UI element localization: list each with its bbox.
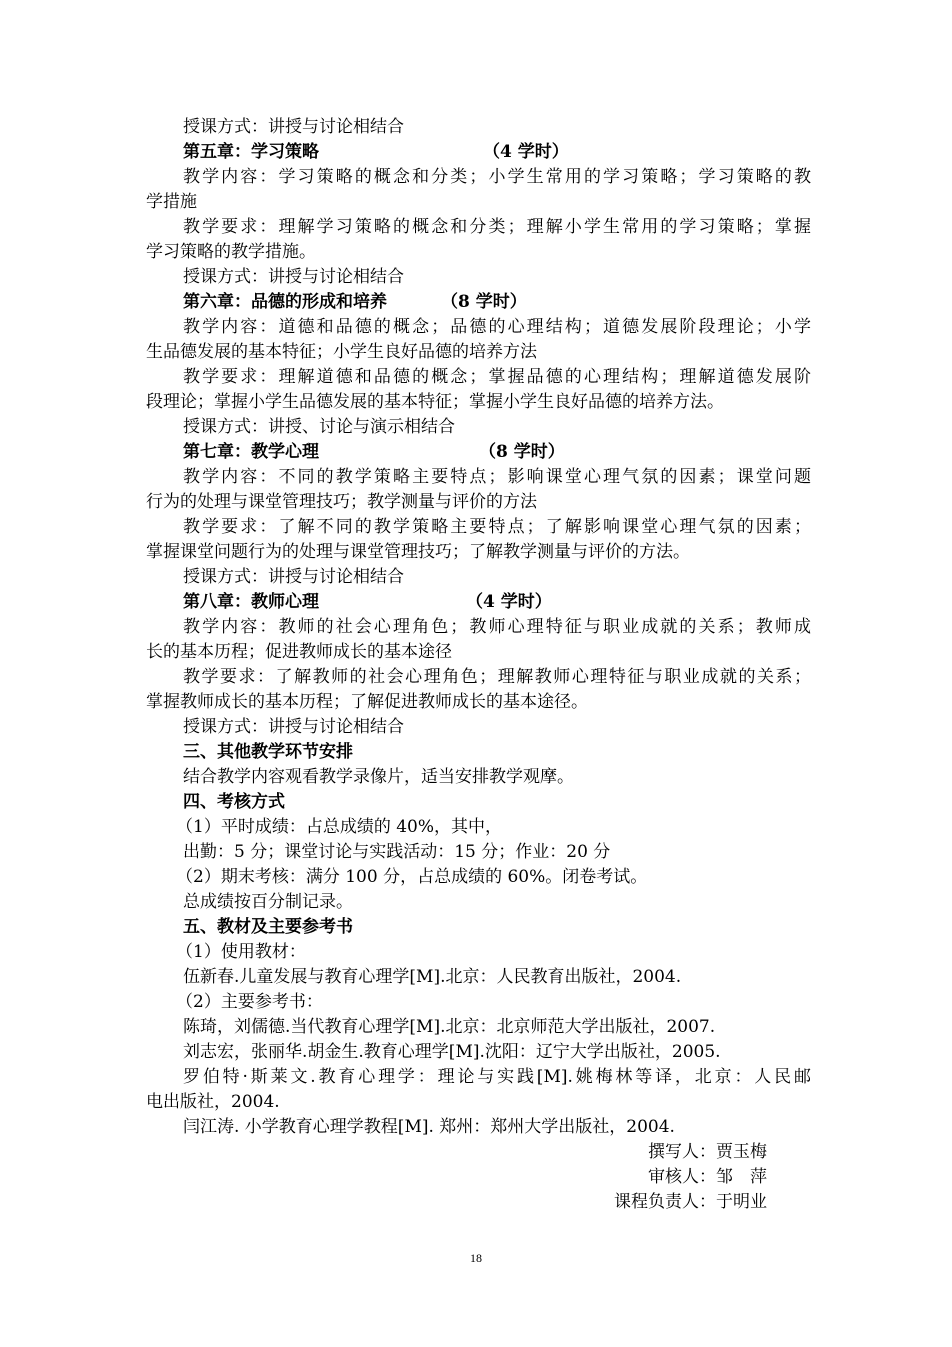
section-3-text: 结合教学内容观看教学录像片，适当安排教学观摩。 bbox=[183, 767, 574, 787]
teaching-requirement: 教学要求：理解学习策略的概念和分类；理解小学生常用的学习策略；掌握 bbox=[183, 217, 811, 237]
chapter-hours: （8 学时） bbox=[479, 442, 565, 462]
page-number: 18 bbox=[470, 1251, 482, 1265]
teaching-requirement: 教学要求：了解教师的社会心理角色；理解教师心理特征与职业成就的关系； bbox=[183, 667, 811, 687]
teaching-content: 教学内容：学习策略的概念和分类；小学生常用的学习策略；学习策略的教 bbox=[183, 167, 811, 187]
chapter-6-heading bbox=[146, 290, 811, 315]
signature-course-lead: 课程负责人：于明业 bbox=[614, 1192, 767, 1212]
teaching-method: 授课方式：讲授与讨论相结合 bbox=[183, 267, 404, 287]
section-4-heading: 四、考核方式 bbox=[183, 792, 285, 812]
section-3-heading: 三、其他教学环节安排 bbox=[183, 742, 353, 762]
teaching-method: 授课方式：讲授与讨论相结合 bbox=[183, 567, 404, 587]
assessment-breakdown: 出勤：5 分；课堂讨论与实践活动：15 分；作业：20 分 bbox=[183, 842, 611, 862]
reference-entry: 陈琦，刘儒德.当代教育心理学[M].北京：北京师范大学出版社，2007. bbox=[183, 1017, 716, 1037]
chapter-title: 第六章：品德的形成和培养 bbox=[183, 292, 387, 312]
references-label: （2）主要参考书： bbox=[176, 992, 323, 1012]
reference-entry: 罗伯特·斯莱文.教育心理学：理论与实践[M].姚梅林等译，北京：人民邮 bbox=[183, 1067, 811, 1087]
chapter-hours: （8 学时） bbox=[441, 292, 527, 312]
signature-reviewer: 审核人：邹 萍 bbox=[648, 1167, 767, 1187]
section-5-heading: 五、教材及主要参考书 bbox=[183, 917, 353, 937]
teaching-content-cont: 长的基本历程；促进教师成长的基本途径 bbox=[146, 642, 452, 662]
teaching-requirement-cont: 段理论；掌握小学生品德发展的基本特征；掌握小学生良好品德的培养方法。 bbox=[146, 392, 724, 412]
teaching-content: 教学内容：道德和品德的概念；品德的心理结构；道德发展阶段理论；小学 bbox=[183, 317, 811, 337]
teaching-requirement-cont: 学习策略的教学措施。 bbox=[146, 242, 316, 262]
textbook-label: （1）使用教材： bbox=[176, 942, 306, 962]
signature-writer: 撰写人：贾玉梅 bbox=[648, 1142, 767, 1162]
chapter-hours: （4 学时） bbox=[483, 142, 569, 162]
teaching-requirement-cont: 掌握教师成长的基本历程；了解促进教师成长的基本途径。 bbox=[146, 692, 588, 712]
document-body bbox=[146, 115, 811, 1140]
teaching-method: 授课方式：讲授、讨论与演示相结合 bbox=[183, 417, 455, 437]
teaching-content-cont: 学措施 bbox=[146, 192, 197, 212]
teaching-content-cont: 行为的处理与课堂管理技巧；教学测量与评价的方法 bbox=[146, 492, 537, 512]
chapter-title: 第五章：学习策略 bbox=[183, 142, 319, 162]
chapter-hours: （4 学时） bbox=[466, 592, 552, 612]
chapter-title: 第八章：教师心理 bbox=[183, 592, 319, 612]
teaching-content: 教学内容：教师的社会心理角色；教师心理特征与职业成就的关系；教师成 bbox=[183, 617, 811, 637]
chapter-8-heading bbox=[146, 590, 811, 615]
teaching-requirement-cont: 掌握课堂问题行为的处理与课堂管理技巧；了解教学测量与评价的方法。 bbox=[146, 542, 690, 562]
chapter-5-heading bbox=[146, 140, 811, 165]
reference-entry: 闫江涛. 小学教育心理学教程[M]. 郑州：郑州大学出版社，2004. bbox=[183, 1117, 675, 1137]
teaching-requirement: 教学要求：理解道德和品德的概念；掌握品德的心理结构；理解道德发展阶 bbox=[183, 367, 811, 387]
teaching-content: 教学内容：不同的教学策略主要特点；影响课堂心理气氛的因素；课堂问题 bbox=[183, 467, 811, 487]
teaching-requirement: 教学要求：了解不同的教学策略主要特点；了解影响课堂心理气氛的因素； bbox=[183, 517, 811, 537]
chapter-7-heading bbox=[146, 440, 811, 465]
assessment-regular: （1）平时成绩：占总成绩的 40%，其中， bbox=[176, 817, 503, 837]
reference-entry-cont: 电出版社，2004. bbox=[146, 1092, 280, 1112]
textbook-entry: 伍新春.儿童发展与教育心理学[M].北京：人民教育出版社，2004. bbox=[183, 967, 682, 987]
teaching-method: 授课方式：讲授与讨论相结合 bbox=[183, 717, 404, 737]
assessment-final: （2）期末考核：满分 100 分，占总成绩的 60%。闭卷考试。 bbox=[176, 867, 648, 887]
teaching-content-cont: 生品德发展的基本特征；小学生良好品德的培养方法 bbox=[146, 342, 537, 362]
assessment-total: 总成绩按百分制记录。 bbox=[183, 892, 353, 912]
teaching-method: 授课方式：讲授与讨论相结合 bbox=[183, 117, 404, 137]
reference-entry: 刘志宏，张丽华.胡金生.教育心理学[M].沈阳：辽宁大学出版社，2005. bbox=[183, 1042, 721, 1062]
chapter-title: 第七章：教学心理 bbox=[183, 442, 319, 462]
